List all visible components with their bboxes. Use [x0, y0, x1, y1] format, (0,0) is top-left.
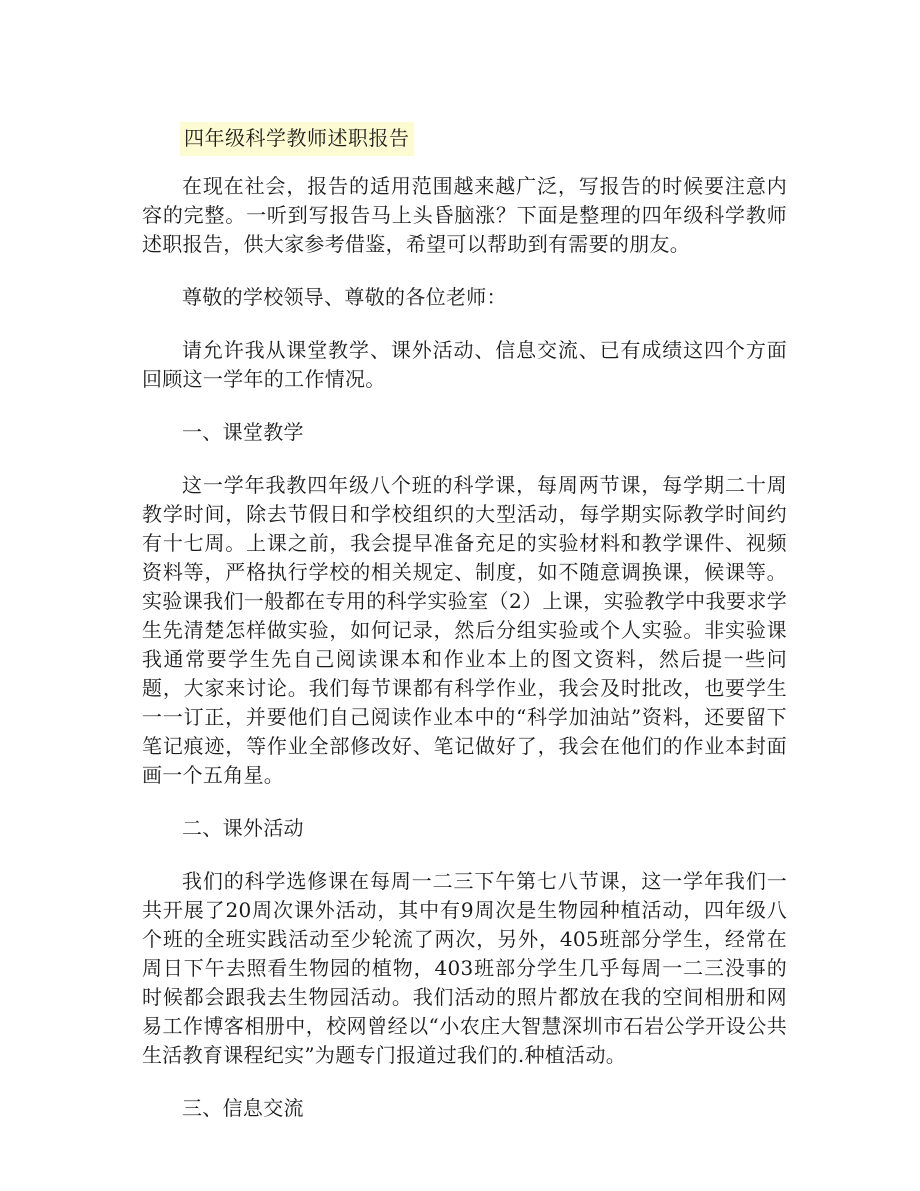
overview-paragraph: 请允许我从课堂教学、课外活动、信息交流、已有成绩这四个方面回顾这一学年的工作情况。 — [142, 338, 787, 391]
section-heading-extracurricular: 二、课外活动 — [182, 816, 304, 840]
title-row — [180, 122, 787, 156]
document-title: 四年级科学教师述职报告 — [180, 122, 414, 156]
document-page — [142, 122, 787, 1147]
classroom-teaching-paragraph: 这一学年我教四年级八个班的科学课，每周两节课，每学期二十周教学时间，除去节假日和学校组织的大型活动，每学期实际教学时间约有十七周。上课之前，我会提早准备充足的实验材料和教学课件、视频资料等，严格执行学校的相关规定、制度，如不随意调换课，候课等。实验课我们一般都在专用的科学实验室（2）上课，实验教学中我要求学生先清楚怎样做实验，如何记录，然后分组实验或个人实验。非实验课我通常要学生先自己阅读课本和作业本上的图文资料，然后提一些问题，大家来讨论。我们每节课都有科学作业，我会及时批改，也要学生一一订正，并要他们自己阅读作业本中的“科学加油站”资料，还要留下笔记痕迹，等作业全部修改好、笔记做好了，我会在他们的作业本封面画一个五角星。 — [142, 473, 787, 787]
extracurricular-paragraph: 我们的科学选修课在每周一二三下午第七八节课，这一学年我们一共开展了20周次课外活动，其中有9周次是生物园种植活动，四年级八个班的全班实践活动至少轮流了两次，另外，405班部分学生，经常在周日下午去照看生物园的植物，403班部分学生几乎每周一二三没事的时候都会跟我去生物园活动。我们活动的照片都放在我的空间相册和网易工作博客相册中，校网曾经以“小农庄大智慧深圳市石岩公学开设公共生活教育课程纪实”为题专门报道过我们的.种植活动。 — [142, 869, 787, 1067]
section-heading-classroom-teaching: 一、课堂教学 — [182, 420, 304, 444]
section-heading-information-exchange: 三、信息交流 — [182, 1096, 304, 1120]
salutation: 尊敬的学校领导、尊敬的各位老师： — [182, 285, 507, 309]
intro-paragraph: 在现在社会，报告的适用范围越来越广泛，写报告的时候要注意内容的完整。一听到写报告马上头昏脑涨？下面是整理的四年级科学教师述职报告，供大家参考借鉴，希望可以帮助到有需要的朋友。 — [142, 174, 787, 256]
